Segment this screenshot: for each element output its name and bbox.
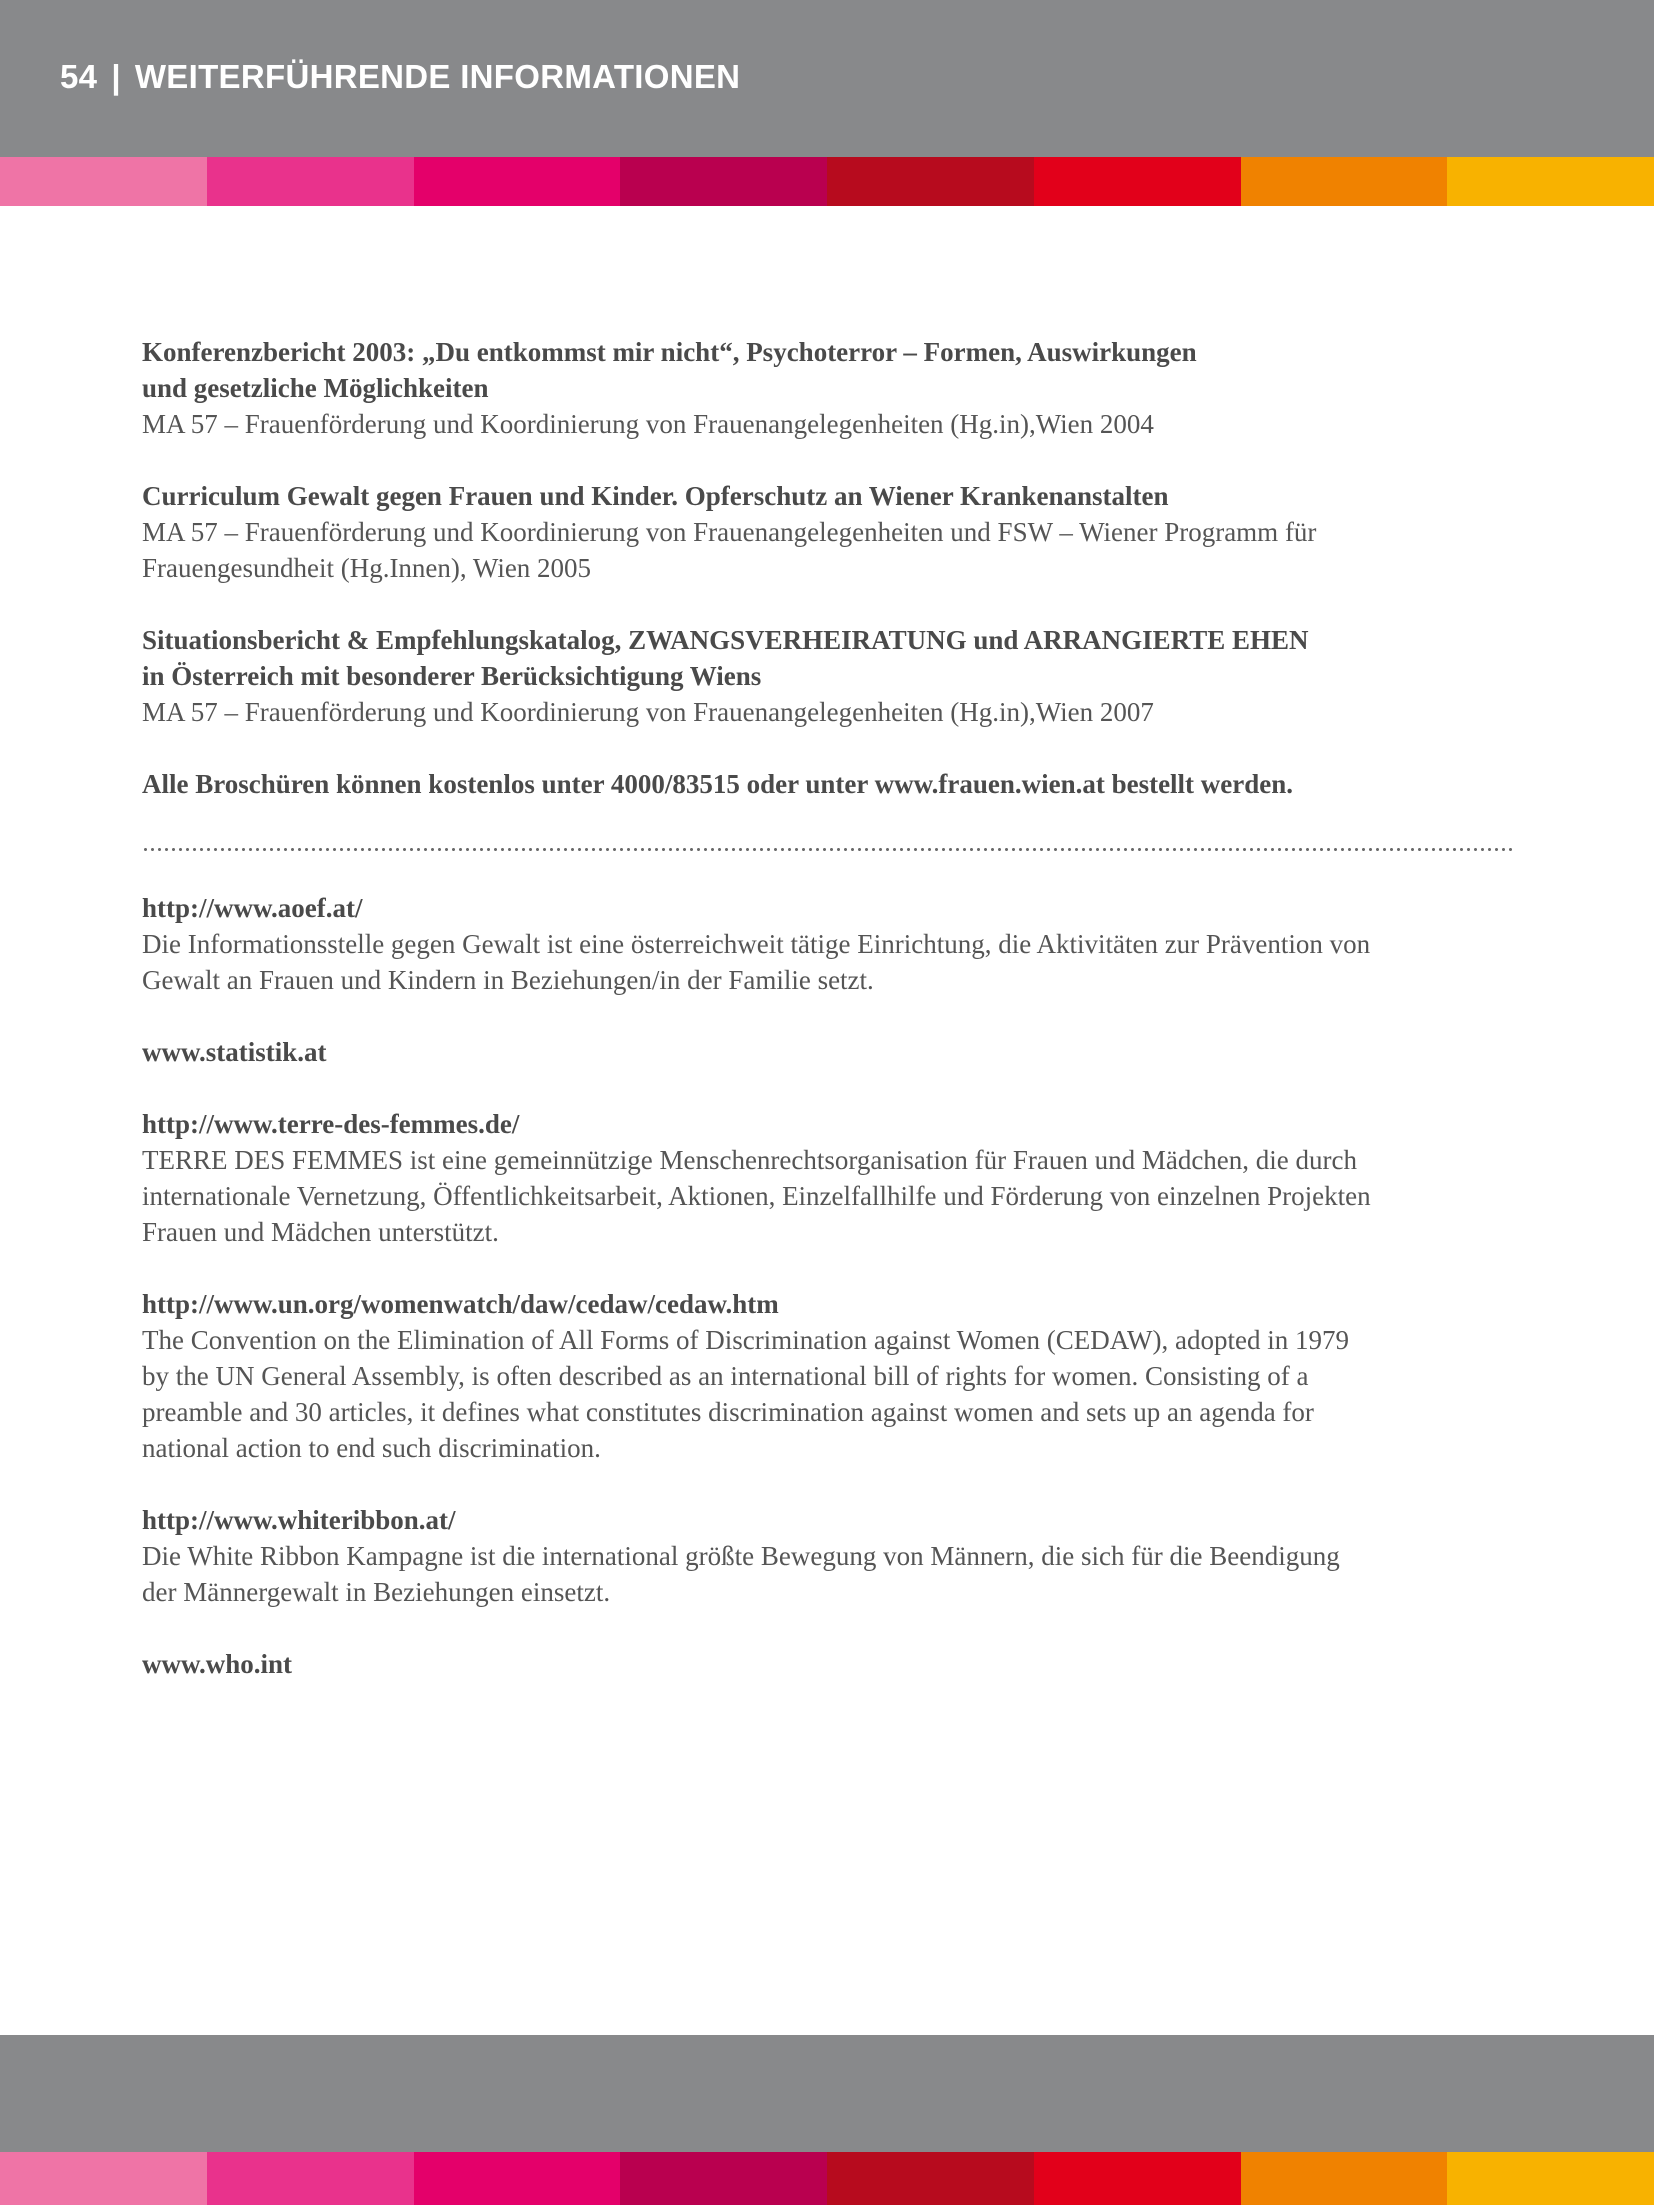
title-line: und gesetzliche Möglichkeiten [142,373,489,403]
publication-entry [142,622,1512,730]
description-line: der Männergewalt in Beziehungen einsetzt. [142,1577,611,1607]
description-line: national action to end such discrimination. [142,1433,601,1463]
description-line: Frauen und Mädchen unterstützt. [142,1217,499,1247]
link-description [142,1322,1512,1466]
link-url[interactable] [142,1502,1512,1538]
page-number: 54 [60,58,98,95]
link-url[interactable] [142,1106,1512,1142]
title-line: http://www.un.org/womenwatch/daw/cedaw/cedaw.htm [142,1289,779,1319]
stripe-segment [0,2152,207,2205]
publication-title [142,622,1512,694]
publication-list [142,334,1512,730]
link-entry [142,890,1512,998]
page-footer [0,2035,1654,2152]
description-line: by the UN General Assembly, is often described as an international bill of rights for women. Consisting of a [142,1361,1309,1391]
stripe-segment [1447,2152,1654,2205]
stripe-segment [207,157,414,206]
description-line: The Convention on the Elimination of All Forms of Discrimination against Women (CEDAW), adopted in 1979 [142,1325,1349,1355]
section-title: WEITERFÜHRENDE INFORMATIONEN [134,58,741,95]
title-line: Curriculum Gewalt gegen Frauen und Kinder. Opferschutz an Wiener Krankenanstalten [142,481,1169,511]
title-line: Situationsbericht & Empfehlungskatalog, ZWANGSVERHEIRATUNG und ARRANGIERTE EHEN [142,625,1309,655]
stripe-segment [827,157,1034,206]
link-url[interactable] [142,890,1512,926]
stripe-segment [207,2152,414,2205]
publication-publisher [142,406,1512,442]
description-line: Frauengesundheit (Hg.Innen), Wien 2005 [142,553,592,583]
link-entry [142,1286,1512,1466]
dotted-divider [142,822,1512,856]
description-line: internationale Vernetzung, Öffentlichkeitsarbeit, Aktionen, Einzelfallhilfe und Förderung von einzelnen Projekten [142,1181,1371,1211]
link-entry [142,1502,1512,1610]
link-url[interactable] [142,1646,1512,1682]
title-line: www.who.int [142,1649,293,1679]
title-line: http://www.whiteribbon.at/ [142,1505,456,1535]
title-line: www.statistik.at [142,1037,327,1067]
stripe-segment [1241,157,1448,206]
stripe-segment [1241,2152,1448,2205]
title-line: Konferenzbericht 2003: „Du entkommst mir nicht“, Psychoterror – Formen, Auswirkungen [142,337,1197,367]
link-description [142,926,1512,998]
link-url[interactable] [142,1034,1512,1070]
description-line: TERRE DES FEMMES ist eine gemeinnützige Menschenrechtsorganisation für Frauen und Mädchen, die durch [142,1145,1357,1175]
link-description [142,1538,1512,1610]
link-url[interactable] [142,1286,1512,1322]
main-content [142,334,1512,1718]
link-entry [142,1106,1512,1250]
stripe-segment [620,2152,827,2205]
stripe-segment [414,157,621,206]
publication-publisher [142,514,1512,586]
publication-entry [142,478,1512,586]
publication-entry [142,334,1512,442]
header-title [60,58,740,96]
publication-publisher [142,694,1512,730]
link-description [142,1142,1512,1250]
title-line: in Österreich mit besonderer Berücksichtigung Wiens [142,661,762,691]
description-line: Gewalt an Frauen und Kindern in Beziehungen/in der Familie setzt. [142,965,874,995]
stripe-segment [1034,157,1241,206]
link-entry [142,1646,1512,1682]
description-line: MA 57 – Frauenförderung und Koordinierung von Frauenangelegenheiten (Hg.in),Wien 2007 [142,697,1154,727]
stripe-segment [1447,157,1654,206]
color-stripe-bottom [0,2152,1654,2205]
description-line: preamble and 30 articles, it defines what constitutes discrimination against women and sets up an agenda for [142,1397,1314,1427]
description-line: MA 57 – Frauenförderung und Koordinierung von Frauenangelegenheiten und FSW – Wiener Programm für [142,517,1317,547]
description-line: Die White Ribbon Kampagne ist die international größte Bewegung von Männern, die sich für die Beendigung [142,1541,1340,1571]
stripe-segment [414,2152,621,2205]
order-note: Alle Broschüren können kostenlos unter 4000/83515 oder unter www.frauen.wien.at bestellt werden. [142,769,1294,799]
color-stripe-top [0,157,1654,206]
page-header [0,0,1654,157]
publication-title [142,478,1512,514]
title-line: http://www.terre-des-femmes.de/ [142,1109,520,1139]
stripe-segment [827,2152,1034,2205]
link-entry [142,1034,1512,1070]
link-list [142,890,1512,1682]
stripe-segment [620,157,827,206]
description-line: Die Informationsstelle gegen Gewalt ist eine österreichweit tätige Einrichtung, die Aktivitäten zur Prävention von [142,929,1371,959]
publication-title [142,334,1512,406]
stripe-segment [0,157,207,206]
title-line: http://www.aoef.at/ [142,893,363,923]
description-line: MA 57 – Frauenförderung und Koordinierung von Frauenangelegenheiten (Hg.in),Wien 2004 [142,409,1154,439]
stripe-segment [1034,2152,1241,2205]
header-separator: | [111,58,121,95]
